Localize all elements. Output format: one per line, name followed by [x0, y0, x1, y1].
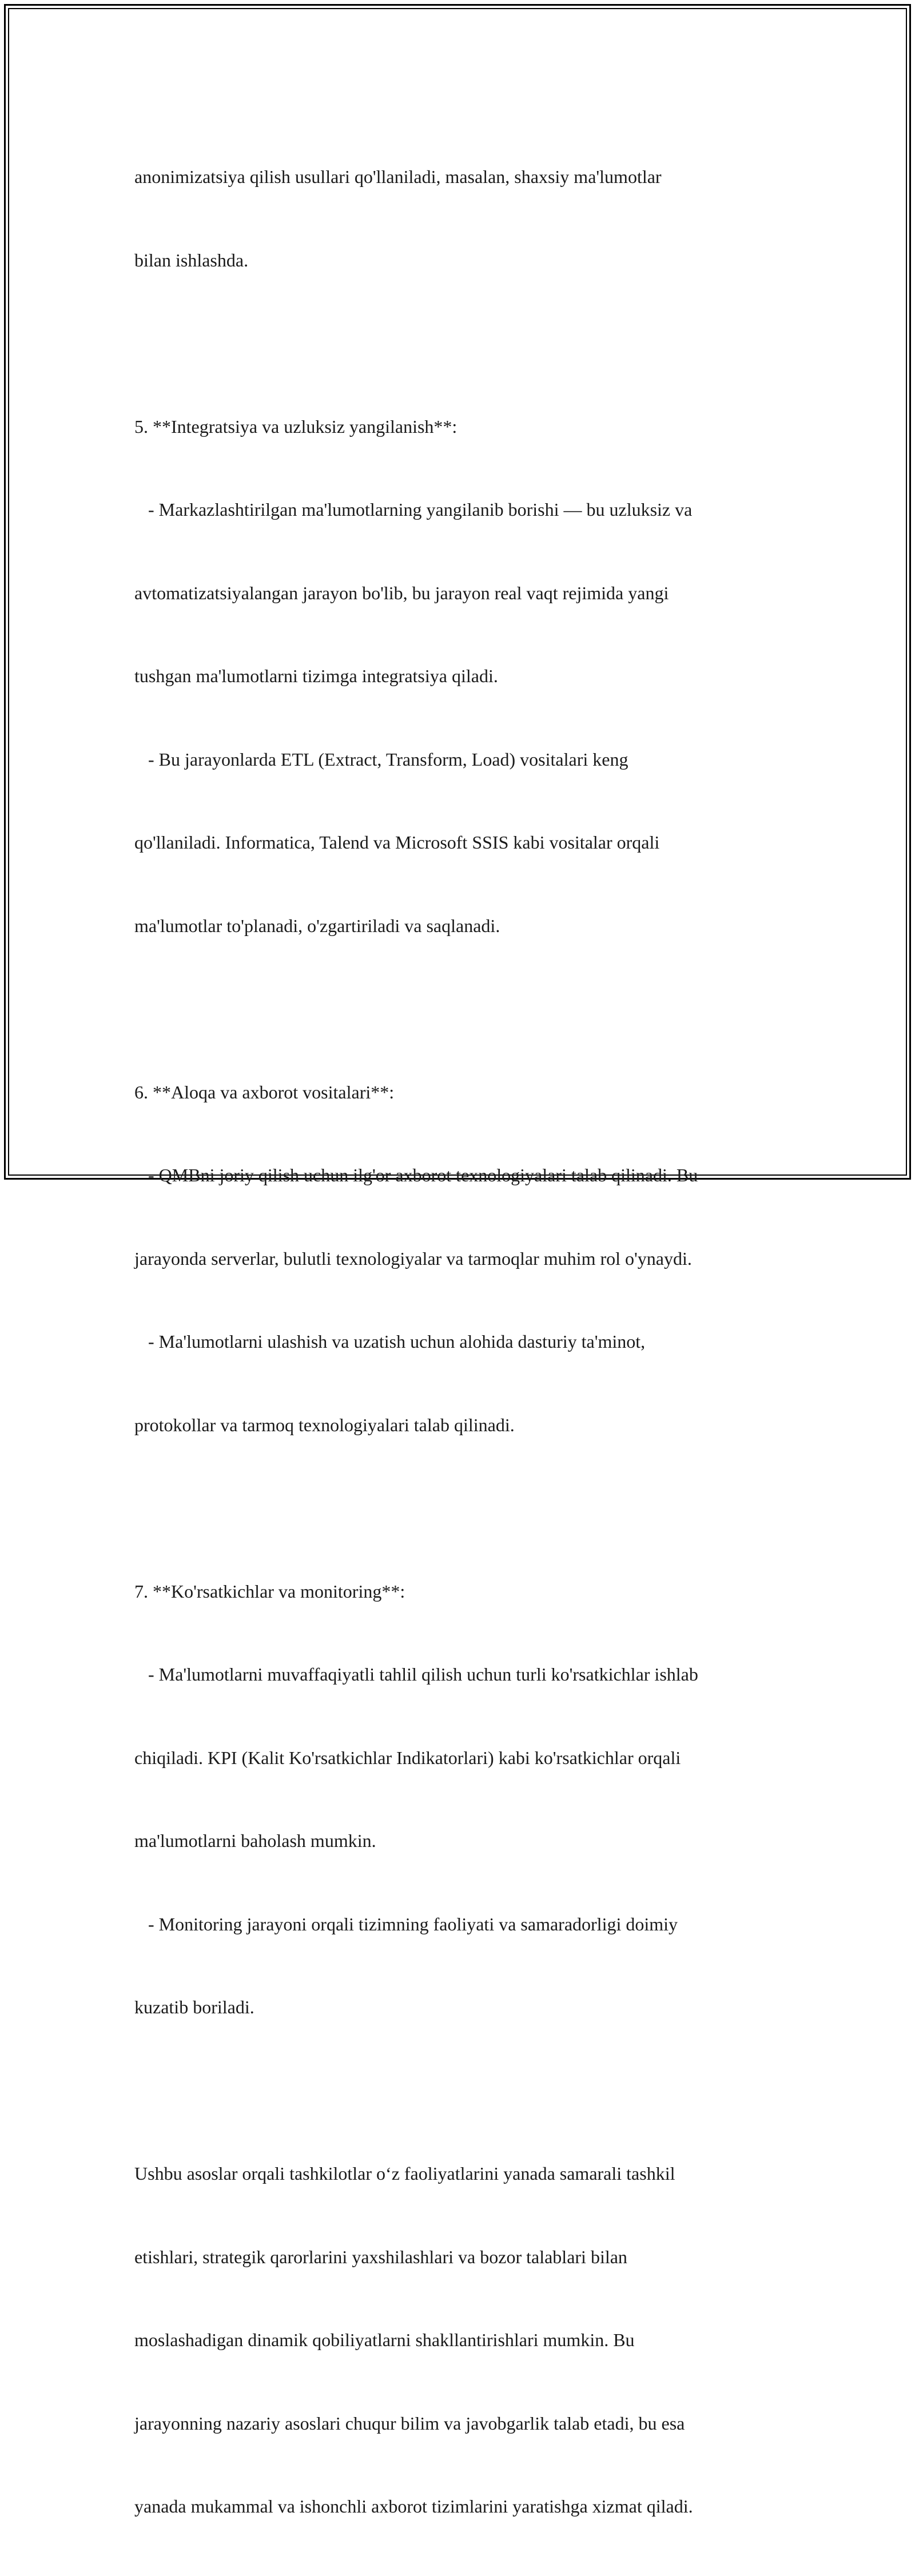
- conclusion-line: etishlari, strategik qarorlarini yaxshilashlari va bozor talablari bilan: [134, 2246, 627, 2267]
- text-line: - Bu jarayonlarda ETL (Extract, Transform, Load) vositalari keng: [134, 748, 628, 770]
- text-line: - Monitoring jarayoni orqali tizimning faoliyati va samaradorligi doimiy: [134, 1913, 678, 1934]
- text-line: - QMBni joriy qilish uchun ilg'or axborot texnologiyalari talab qilinadi. Bu: [134, 1165, 698, 1185]
- section-heading: 6. **Aloqa va axborot vositalari**:: [134, 1081, 395, 1102]
- blank-line: [134, 995, 792, 1023]
- text-line: - Ma'lumotlarni muvaffaqiyatli tahlil qilish uchun turli ko'rsatkichlar ishlab: [134, 1664, 698, 1685]
- text-line: ma'lumotlar to'planadi, o'zgartiriladi va saqlanadi.: [134, 915, 500, 936]
- blank-line: [134, 2077, 792, 2105]
- conclusion-line: jarayonning nazariy asoslari chuqur bilim va javobgarlik talab etadi, bu esa: [134, 2412, 685, 2434]
- section-heading: 5. **Integratsiya va uzluksiz yangilanish**:: [134, 416, 458, 437]
- text-line: tushgan ma'lumotlarni tizimga integratsiya qiladi.: [134, 666, 498, 686]
- text-line: protokollar va tarmoq texnologiyalari talab qilinadi.: [134, 1414, 515, 1435]
- text-line: - Ma'lumotlarni ulashish va uzatish uchun alohida dasturiy ta'minot,: [134, 1331, 646, 1352]
- text-line: - Markazlashtirilgan ma'lumotlarning yangilanib borishi — bu uzluksiz va: [134, 499, 693, 520]
- text-line: jarayonda serverlar, bulutli texnologiyalar va tarmoqlar muhim rol o'ynaydi.: [134, 1248, 692, 1269]
- text-line: qo'llaniladi. Informatica, Talend va Microsoft SSIS kabi vositalar orqali: [134, 832, 660, 853]
- conclusion-line: Ushbu asoslar orqali tashkilotlar o‘z faoliyatlarini yanada samarali tashkil: [134, 2163, 675, 2184]
- conclusion-line: yanada mukammal va ishonchli axborot tizimlarini yaratishga xizmat qiladi.: [134, 2496, 693, 2517]
- section-heading: 7. **Ko'rsatkichlar va monitoring**:: [134, 1580, 405, 1602]
- text-line: kuzatib boriladi.: [134, 1997, 254, 2017]
- blank-line: [134, 1494, 792, 1522]
- document-body: [134, 108, 792, 2576]
- text-line: bilan ishlashda.: [134, 249, 249, 270]
- blank-line: [134, 329, 792, 357]
- text-line: anonimizatsiya qilish usullari qo'llaniladi, masalan, shaxsiy ma'lumotlar: [134, 166, 662, 187]
- conclusion-line: moslashadigan dinamik qobiliyatlarni shakllantirishlari mumkin. Bu: [134, 2330, 635, 2350]
- text-line: avtomatizatsiyalangan jarayon bo'lib, bu jarayon real vaqt rejimida yangi: [134, 582, 669, 603]
- text-line: chiqiladi. KPI (Kalit Ko'rsatkichlar Indikatorlari) kabi ko'rsatkichlar orqali: [134, 1747, 681, 1768]
- text-line: ma'lumotlarni baholash mumkin.: [134, 1830, 376, 1851]
